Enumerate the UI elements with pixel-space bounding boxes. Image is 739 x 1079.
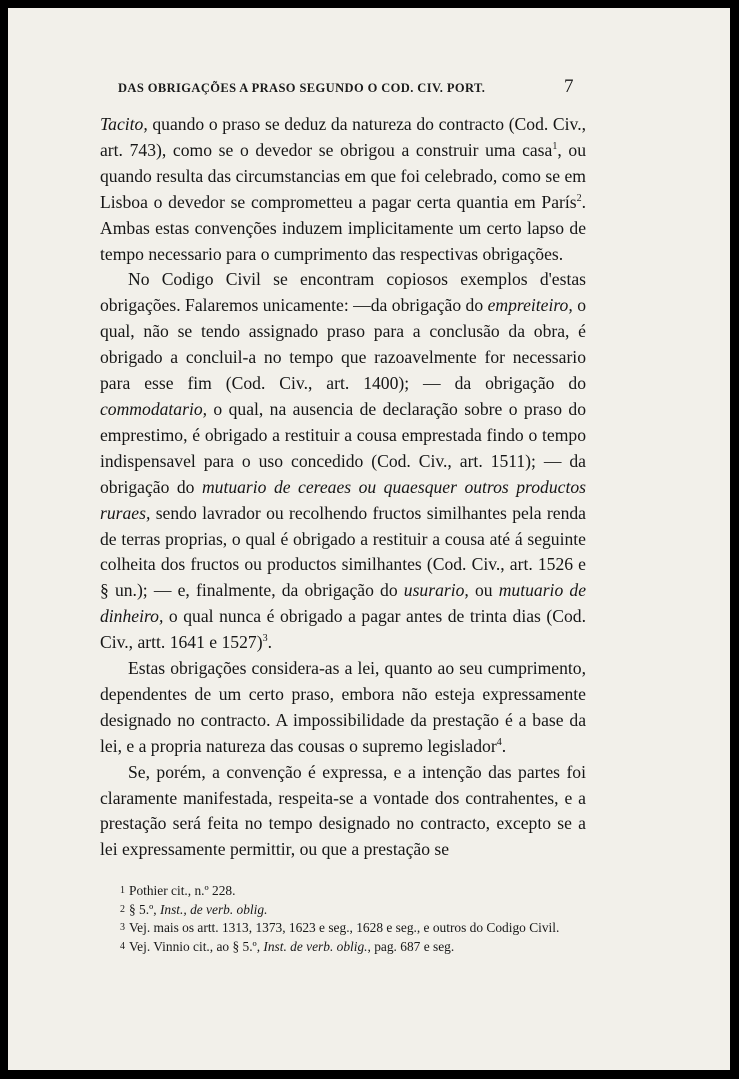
text-run: sendo lavrador ou recolhendo fructos similhantes pela renda de terras proprias, o qual é obrigado a restituir a cousa até á seguinte colheita dos fructos ou productos similhantes (Cod. Civ., art. 1526 e § un.); — e, finalmente, da obrigação do xyxy=(100,502,586,601)
footnote-2 xyxy=(100,901,586,920)
paragraph-4 xyxy=(100,760,586,864)
book-page xyxy=(8,8,730,1070)
footnote-text: § 5.º, xyxy=(129,901,160,917)
text-run: Estas obrigações considera-as a lei, quanto ao seu cumprimento, dependentes de um certo praso, embora não esteja expressamente designado no contracto. A impossibilidade da prestação é a base da lei, e a propria natureza das cousas o supremo legislador xyxy=(100,658,586,756)
text-run: . xyxy=(501,735,507,756)
text-run: o qual, não se tendo assignado praso para a conclusão da obra, é obrigado a concluil-a no tempo que razoavelmente for necessario para esse fim (Cod. Civ., art. 1400); — da obrigação do xyxy=(100,295,586,394)
footnote-italic: Inst. de verb. oblig. xyxy=(263,938,368,954)
footnote-text: , pag. 687 e seg. xyxy=(367,938,455,954)
footnotes xyxy=(100,882,586,956)
text-run: No Codigo Civil se encontram copiosos exemplos d'estas obrigações. Falaremos unicamente: —da obrigação do xyxy=(100,269,586,316)
paragraph-2 xyxy=(100,267,586,656)
text-run: , ou quando resulta das circumstancias em que foi celebrado, como se em Lisboa o devedor se comprometteu a pagar certa quantia em París xyxy=(100,139,586,212)
italic-term: Tacito, xyxy=(100,114,148,134)
footnote-text: Vej. Vinnio cit., ao § 5.º, xyxy=(129,938,264,954)
footnote-ref[interactable]: 2 xyxy=(576,192,582,204)
text-run: o qual, na ausencia de declaração sobre o praso do emprestimo, é obrigado a restituir a cousa emprestada findo o tempo indispensavel para o uso concedido (Cod. Civ., art. 1511); — da obrigação do xyxy=(100,398,586,497)
text-run: o qual nunca é obrigado a pagar antes de trinta dias (Cod. Civ., artt. 1641 e 1527) xyxy=(100,606,586,653)
italic-term: mutuario de dinheiro, xyxy=(100,580,586,627)
italic-term: empreiteiro, xyxy=(487,295,573,316)
italic-term: mutuario de cereaes ou quaesquer outros productos ruraes, xyxy=(100,476,586,523)
footnote-mark: 1 xyxy=(120,885,125,896)
body-text xyxy=(100,112,586,863)
footnote-mark: 2 xyxy=(120,903,125,915)
italic-term: usurario, xyxy=(403,580,469,601)
paragraph-1 xyxy=(100,112,586,267)
text-run: . xyxy=(267,632,272,653)
footnote-mark: 3 xyxy=(120,922,125,934)
footnote-ref[interactable]: 3 xyxy=(262,633,268,645)
text-run: Se, porém, a convenção é expressa, e a intenção das partes foi claramente manifestada, respeita-se a vontade dos contrahentes, e a prestação será feita no tempo designado no contracto, excepto se a lei expressamente permittir, ou que a prestação se xyxy=(100,761,586,860)
footnote-ref[interactable]: 1 xyxy=(552,140,558,152)
page-number: 7 xyxy=(564,76,574,97)
running-title: DAS OBRIGAÇÕES A PRASO SEGUNDO O COD. CIV. PORT. xyxy=(118,81,486,95)
paragraph-3 xyxy=(100,656,586,760)
footnote-text: Vej. mais os artt. 1313, 1373, 1623 e seg., 1628 e seg., e outros do Codigo Civil. xyxy=(129,920,560,936)
text-run: . Ambas estas convenções induzem implicitamente um certo lapso de tempo necessario para o cumprimento das respectivas obrigações. xyxy=(100,191,586,264)
footnote-mark: 4 xyxy=(120,940,125,952)
footnote-1 xyxy=(100,882,586,901)
footnote-4 xyxy=(100,938,586,957)
text-run: quando o praso se deduz da natureza do contracto (Cod. Civ., art. 743), como se o devedor se obrigou a construir uma casa xyxy=(100,114,586,160)
text-run: ou xyxy=(468,580,499,601)
footnote-italic: Inst., de verb. oblig. xyxy=(159,901,268,917)
footnote-3 xyxy=(100,919,586,938)
italic-term: commodatario, xyxy=(100,398,208,419)
footnote-text: Pothier cit., n.º 228. xyxy=(129,883,236,898)
footnote-ref[interactable]: 4 xyxy=(496,736,502,748)
